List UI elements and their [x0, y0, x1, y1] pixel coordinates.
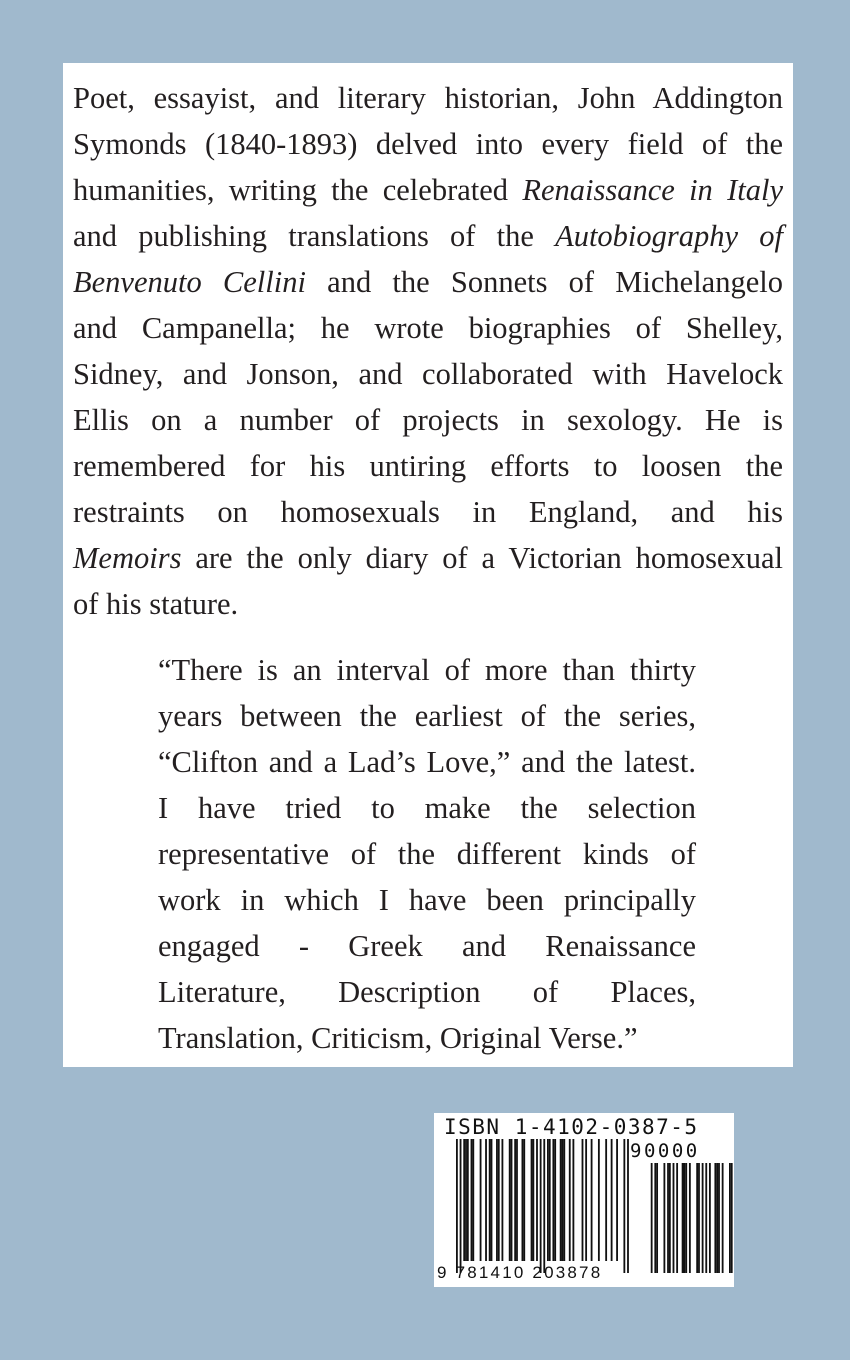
barcode-bar [552, 1139, 554, 1261]
barcode-bar [554, 1139, 556, 1261]
quote-line: representative of the different kinds of [158, 837, 696, 871]
addon-bar [714, 1163, 716, 1273]
barcode-bar [456, 1139, 458, 1273]
barcode-bar [543, 1139, 545, 1273]
barcode-bar [496, 1139, 498, 1261]
quote-line: Literature, Description of Places, [158, 975, 696, 1009]
bio-line: Ellis on a number of projects in sexology. He is [73, 403, 783, 437]
author-quote [158, 647, 696, 1061]
barcode-bar [572, 1139, 574, 1261]
barcode-bar [549, 1139, 551, 1261]
bio-line: Sidney, and Jonson, and collaborated with Havelock [73, 357, 783, 391]
barcode-bar [585, 1139, 587, 1261]
barcode-bar [540, 1139, 542, 1273]
addon-bar [663, 1163, 665, 1273]
price-code: 90000 [630, 1140, 700, 1162]
barcode-bar [562, 1139, 564, 1261]
barcode-bar [522, 1139, 524, 1261]
quote-line: Translation, Criticism, Original Verse.” [158, 1021, 638, 1055]
author-biography [73, 75, 783, 627]
ean-digits: 9 781410 203878 [437, 1263, 603, 1282]
addon-bar [682, 1163, 684, 1273]
addon-bar [731, 1163, 733, 1273]
barcode-bar [616, 1139, 618, 1261]
isbn-barcode [434, 1113, 734, 1287]
barcode-bar [563, 1139, 565, 1261]
addon-bar [716, 1163, 718, 1273]
barcode-bar [489, 1139, 491, 1261]
barcode-bar [611, 1139, 613, 1261]
barcode-bar [472, 1139, 474, 1261]
barcode-bar [491, 1139, 493, 1261]
barcode-bar [547, 1139, 549, 1261]
barcode-bar [509, 1139, 511, 1261]
barcode-bar [516, 1139, 518, 1261]
barcode-bar [460, 1139, 462, 1273]
bio-line: Symonds (1840-1893) delved into every field of the [73, 127, 783, 161]
barcode-bar [511, 1139, 513, 1261]
addon-bar [705, 1163, 707, 1273]
barcode-bar [532, 1139, 534, 1261]
barcode-bar [627, 1139, 629, 1273]
barcode-bar [598, 1139, 600, 1261]
barcode-bar [498, 1139, 500, 1261]
isbn-label: ISBN 1-4102-0387-5 [444, 1115, 699, 1139]
bio-line: and publishing translations of the Autobiography of [73, 219, 783, 253]
addon-bar [689, 1163, 691, 1273]
bio-line: remembered for his untiring efforts to loosen the [73, 449, 783, 483]
addon-bar [654, 1163, 656, 1273]
addon-bar [656, 1163, 658, 1273]
addon-bar [696, 1163, 698, 1273]
barcode-bar [523, 1139, 525, 1261]
bio-line: Poet, essayist, and literary historian, John Addington [73, 81, 783, 115]
addon-bar [718, 1163, 720, 1273]
barcode-bar [536, 1139, 538, 1261]
barcode-bar [465, 1139, 467, 1261]
addon-bar [698, 1163, 700, 1273]
barcode-bar [467, 1139, 469, 1261]
quote-line: I have tried to make the selection [158, 791, 696, 825]
addon-bar [676, 1163, 678, 1273]
barcode-bar [605, 1139, 607, 1261]
barcode-bar [463, 1139, 465, 1261]
quote-line: “Clifton and a Lad’s Love,” and the latest. [158, 745, 696, 779]
barcode-bar [471, 1139, 473, 1261]
addon-bar [667, 1163, 669, 1273]
barcode-bar [502, 1139, 504, 1261]
addon-bar [729, 1163, 731, 1273]
addon-bar [669, 1163, 671, 1273]
barcode-bar [531, 1139, 533, 1261]
bio-line: of his stature. [73, 587, 239, 621]
quote-line: “There is an interval of more than thirty [158, 653, 696, 687]
bio-line: Memoirs are the only diary of a Victorian homosexual [73, 541, 783, 575]
barcode-bar [623, 1139, 625, 1273]
barcode-bar [560, 1139, 562, 1261]
addon-bar [722, 1163, 724, 1273]
barcode-bar [569, 1139, 571, 1261]
bio-line: restraints on homosexuals in England, and his [73, 495, 783, 529]
barcode-bar [485, 1139, 487, 1261]
addon-bar [685, 1163, 687, 1273]
description-panel [63, 63, 793, 1067]
quote-line: work in which I have been principally [158, 883, 696, 917]
addon-bar [702, 1163, 704, 1273]
quote-line: years between the earliest of the series, [158, 699, 696, 733]
bio-line: humanities, writing the celebrated Renaissance in Italy [73, 173, 783, 207]
addon-bar [673, 1163, 675, 1273]
barcode-bar [582, 1139, 584, 1261]
bio-line: and Campanella; he wrote biographies of Shelley, [73, 311, 783, 345]
addon-bar [709, 1163, 711, 1273]
barcode-bar [480, 1139, 482, 1261]
barcode-bar [514, 1139, 516, 1261]
addon-bar [684, 1163, 686, 1273]
quote-line: engaged - Greek and Renaissance [158, 929, 696, 963]
bio-line: Benvenuto Cellini and the Sonnets of Michelangelo [73, 265, 783, 299]
barcode-bar [591, 1139, 593, 1261]
addon-bar [651, 1163, 653, 1273]
